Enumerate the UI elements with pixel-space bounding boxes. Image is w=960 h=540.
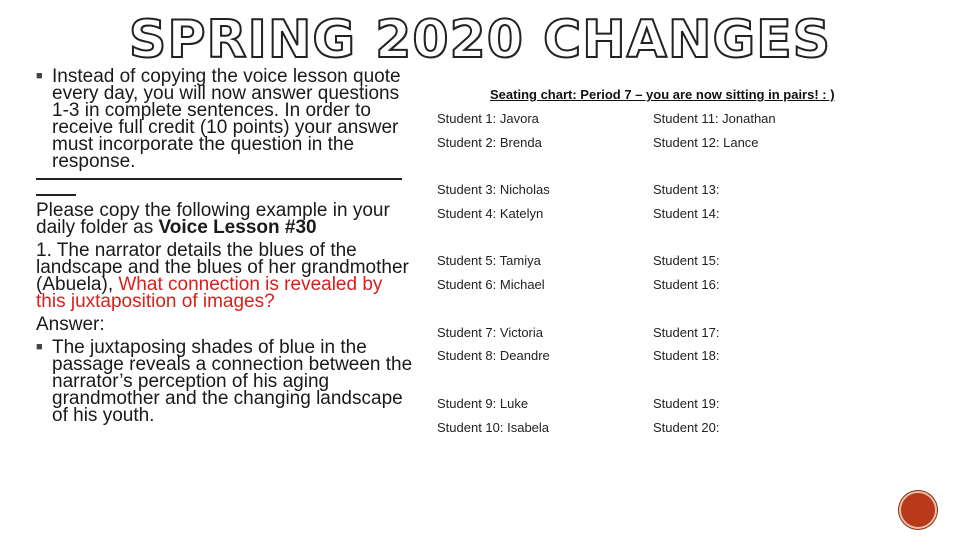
instruction-text: Instead of copying the voice lesson quote every day, you will now answer questions 1-3 in complete sentences. In order to receive full credit (10 points) your answer must incorporate the question in the response. (52, 66, 401, 172)
square-bullet-icon: ■ (36, 341, 43, 353)
slide-title: SPRING 2020 CHANGES (128, 10, 832, 70)
seat-item: Student 19: (653, 396, 720, 411)
seat-item: Student 7: Victoria (437, 325, 543, 340)
seat-item: Student 8: Deandre (437, 348, 550, 363)
seat-item: Student 9: Luke (437, 396, 529, 411)
seat-item: Student 5: Tamiya (437, 253, 541, 268)
copy-instruction-text: Please copy the following example in your daily folder as (36, 200, 390, 238)
seat-item: Student 18: (653, 348, 720, 363)
seating-chart-header: Seating chart: Period 7 – you are now sitting in pairs! : ) (490, 87, 835, 102)
seat-item: Student 12: Lance (653, 135, 759, 150)
answer-bullet-item (36, 339, 416, 424)
seat-item: Student 17: (653, 325, 720, 340)
seat-item: Student 13: (653, 182, 720, 197)
seat-item: Student 4: Katelyn (437, 206, 544, 221)
instruction-bullet-item (36, 68, 416, 170)
seat-item: Student 16: (653, 277, 720, 292)
question-highlight: What connection is revealed by this juxtaposition of images? (36, 274, 383, 312)
voice-lesson-label: Voice Lesson #30 (158, 217, 317, 238)
seat-item: Student 10: Isabela (437, 420, 550, 435)
answer-label: Answer: (36, 314, 105, 335)
slide-number-badge (899, 491, 937, 529)
seat-item: Student 1: Javora (437, 111, 539, 126)
seat-item: Student 14: (653, 206, 720, 221)
answer-line (36, 178, 402, 180)
seat-item: Student 3: Nicholas (437, 182, 550, 197)
question-text: 1. The narrator details the blues of the landscape and the blues of her grandmother (Abuela), (36, 240, 409, 295)
square-bullet-icon: ■ (36, 70, 43, 82)
seat-item: Student 20: (653, 420, 720, 435)
copy-instruction (36, 202, 416, 236)
instructions-panel (36, 68, 416, 424)
seat-item: Student 6: Michael (437, 277, 545, 292)
example-question (36, 242, 416, 310)
seat-item: Student 15: (653, 253, 720, 268)
seat-item: Student 11: Jonathan (653, 111, 776, 126)
seat-item: Student 2: Brenda (437, 135, 542, 150)
answer-text: The juxtaposing shades of blue in the passage reveals a connection between the narrator’s perception of his aging grandmother and the changing landscape of his youth. (52, 337, 413, 426)
